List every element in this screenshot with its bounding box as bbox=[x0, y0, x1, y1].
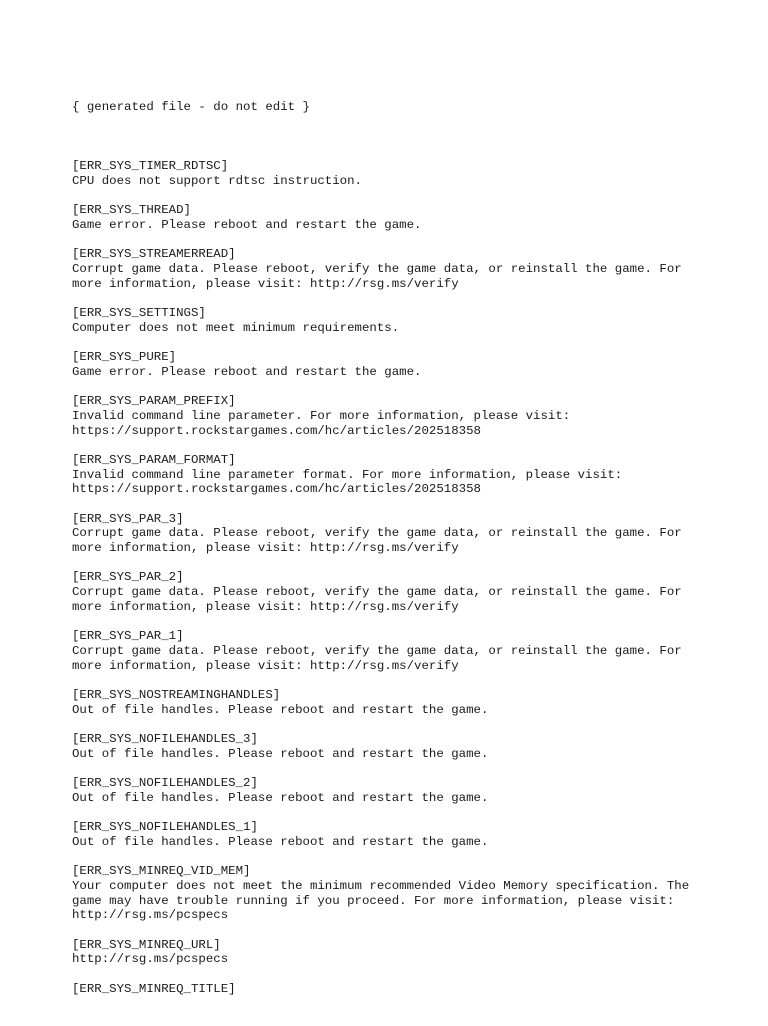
error-entry bbox=[72, 982, 712, 997]
error-message-line: Out of file handles. Please reboot and restart the game. bbox=[72, 834, 489, 849]
error-entry bbox=[72, 247, 712, 291]
blank-line bbox=[72, 556, 712, 571]
error-entry bbox=[72, 820, 712, 849]
error-entry bbox=[72, 159, 712, 188]
error-key: [ERR_SYS_NOFILEHANDLES_3] bbox=[72, 732, 258, 746]
blank-line bbox=[72, 189, 712, 204]
error-message-line: Invalid command line parameter. For more information, please visit: bbox=[72, 408, 571, 423]
blank-line bbox=[72, 717, 712, 732]
blank-line bbox=[72, 967, 712, 982]
error-message-line: Corrupt game data. Please reboot, verify the game data, or reinstall the game. For bbox=[72, 585, 682, 600]
error-message-line: Out of file handles. Please reboot and restart the game. bbox=[72, 746, 489, 761]
error-message-line: game may have trouble running if you proceed. For more information, please visit: bbox=[72, 893, 675, 908]
blank-line bbox=[72, 850, 712, 865]
error-message-line: more information, please visit: http://rsg.ms/verify bbox=[72, 599, 459, 614]
error-key: [ERR_SYS_PARAM_PREFIX] bbox=[72, 394, 236, 409]
error-entry bbox=[72, 350, 712, 379]
blank-line bbox=[72, 335, 712, 350]
error-entry bbox=[72, 776, 712, 805]
error-entry bbox=[72, 306, 712, 335]
blank-line bbox=[72, 497, 712, 512]
error-message-line: Corrupt game data. Please reboot, verify the game data, or reinstall the game. For bbox=[72, 643, 682, 658]
error-key: [ERR_SYS_PARAM_FORMAT] bbox=[72, 452, 236, 467]
blank-line bbox=[72, 761, 712, 776]
blank-line bbox=[72, 923, 712, 938]
blank-line bbox=[72, 233, 712, 248]
error-message-line: https://support.rockstargames.com/hc/articles/202518358 bbox=[72, 482, 481, 497]
error-key: [ERR_SYS_NOSTREAMINGHANDLES] bbox=[72, 687, 281, 702]
error-entry bbox=[72, 732, 712, 761]
error-message-line: Out of file handles. Please reboot and restart the game. bbox=[72, 790, 489, 805]
error-message-line: Computer does not meet minimum requirements. bbox=[72, 320, 400, 335]
blank-line bbox=[72, 615, 712, 630]
blank-line bbox=[72, 805, 712, 820]
entry-list bbox=[72, 145, 712, 997]
error-key: [ERR_SYS_MINREQ_VID_MEM] bbox=[72, 864, 251, 879]
error-key: [ERR_SYS_PAR_2] bbox=[72, 570, 184, 585]
error-key: [ERR_SYS_NOFILEHANDLES_2] bbox=[72, 776, 258, 791]
error-entry bbox=[72, 394, 712, 438]
error-key: [ERR_SYS_PAR_1] bbox=[72, 629, 184, 644]
error-entry bbox=[72, 570, 712, 614]
error-key: [ERR_SYS_NOFILEHANDLES_1] bbox=[72, 820, 258, 835]
error-message-line: Game error. Please reboot and restart the game. bbox=[72, 217, 422, 232]
error-entry bbox=[72, 864, 712, 923]
file-header: { generated file - do not edit } bbox=[72, 100, 310, 115]
blank-line bbox=[72, 673, 712, 688]
error-key: [ERR_SYS_TIMER_RDTSC] bbox=[72, 159, 229, 174]
error-message-line: Game error. Please reboot and restart the game. bbox=[72, 364, 422, 379]
error-key: [ERR_SYS_MINREQ_TITLE] bbox=[72, 981, 236, 996]
error-message-line: more information, please visit: http://rsg.ms/verify bbox=[72, 658, 459, 673]
error-key: [ERR_SYS_STREAMERREAD] bbox=[72, 247, 236, 262]
error-entry bbox=[72, 688, 712, 717]
error-entry bbox=[72, 512, 712, 556]
error-message-line: http://rsg.ms/pcspecs bbox=[72, 908, 229, 923]
error-message-line: Corrupt game data. Please reboot, verify the game data, or reinstall the game. For bbox=[72, 262, 682, 276]
error-message-line: Invalid command line parameter format. For more information, please visit: bbox=[72, 467, 623, 482]
document-body bbox=[72, 71, 712, 1026]
error-message-line: Corrupt game data. Please reboot, verify the game data, or reinstall the game. For bbox=[72, 526, 682, 541]
blank-line bbox=[72, 145, 712, 160]
error-message-line: https://support.rockstargames.com/hc/articles/202518358 bbox=[72, 423, 481, 438]
error-message-line: http://rsg.ms/pcspecs bbox=[72, 952, 229, 967]
error-message-line: CPU does not support rdtsc instruction. bbox=[72, 173, 362, 188]
blank-line bbox=[72, 291, 712, 306]
error-message-line: more information, please visit: http://rsg.ms/verify bbox=[72, 276, 459, 291]
error-key: [ERR_SYS_SETTINGS] bbox=[72, 306, 206, 321]
error-message-line: more information, please visit: http://rsg.ms/verify bbox=[72, 541, 459, 556]
blank-line bbox=[72, 380, 712, 395]
error-key: [ERR_SYS_THREAD] bbox=[72, 203, 191, 218]
error-entry bbox=[72, 203, 712, 232]
error-entry bbox=[72, 938, 712, 967]
error-entry bbox=[72, 629, 712, 673]
blank-line bbox=[72, 438, 712, 453]
error-entry bbox=[72, 453, 712, 497]
error-message-line: Out of file handles. Please reboot and restart the game. bbox=[72, 702, 489, 717]
error-message-line: Your computer does not meet the minimum recommended Video Memory specification. The bbox=[72, 878, 690, 893]
error-key: [ERR_SYS_PURE] bbox=[72, 350, 177, 365]
error-key: [ERR_SYS_PAR_3] bbox=[72, 511, 184, 526]
error-key: [ERR_SYS_MINREQ_URL] bbox=[72, 937, 221, 952]
